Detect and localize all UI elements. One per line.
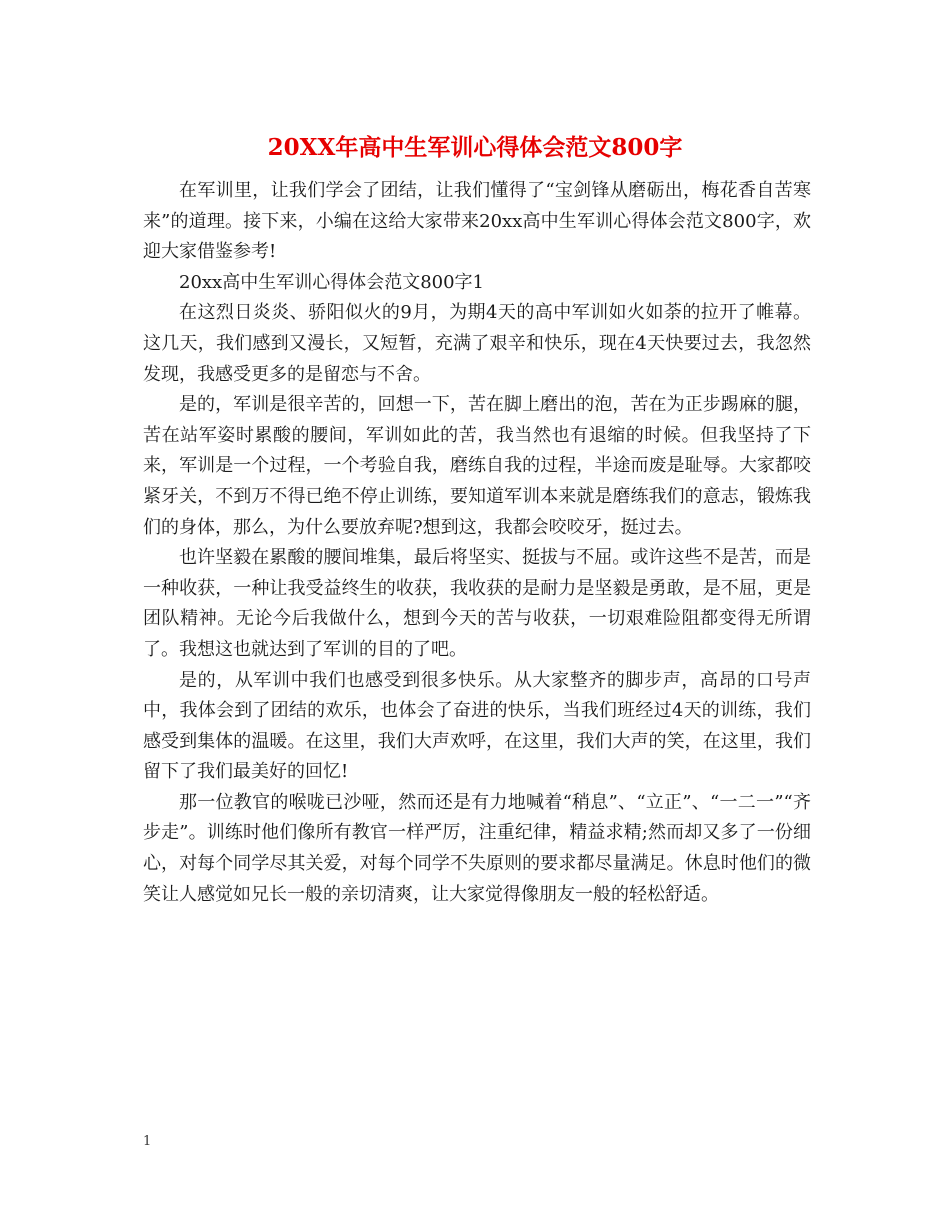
- document-title: 20XX年高中生军训心得体会范文800字: [267, 134, 683, 161]
- page-number: 1: [143, 1134, 152, 1149]
- paragraph-1: 在这烈日炎炎、骄阳似火的9月，为期4天的高中军训如火如荼的拉开了帷幕。这几天，我们感到又漫长，又短暂，充满了艰辛和快乐，现在4天快要过去，我忽然发现，我感受更多的是留恋与不舍。: [143, 302, 811, 385]
- paragraph-3: 也许坚毅在累酸的腰间堆集，最后将坚实、挺拔与不屈。或许这些不是苦，而是一种收获，一种让我受益终生的收获，我收获的是耐力是坚毅是勇敢，是不屈，更是团队精神。无论今后我做什么，想到今天的苦与收获，一切艰难险阻都变得无所谓了。我想这也就达到了军训的目的了吧。: [143, 547, 811, 660]
- paragraph-intro: 在军训里，让我们学会了团结，让我们懂得了“宝剑锋从磨砺出，梅花香自苦寒来”的道理。接下来，小编在这给大家带来20xx高中生军训心得体会范文800字，欢迎大家借鉴参考!: [143, 180, 811, 263]
- document-body: [143, 176, 811, 910]
- paragraph-5: 那一位教官的喉咙已沙哑，然而还是有力地喊着“稍息”、“立正”、“一二一”“齐步走”。训练时他们像所有教官一样严厉，注重纪律，精益求精;然而却又多了一份细心，对每个同学尽其关爱，对每个同学不失原则的要求都尽量满足。休息时他们的微笑让人感觉如兄长一般的亲切清爽，让大家觉得像朋友一般的轻松舒适。: [143, 791, 811, 905]
- paragraph-4: 是的，从军训中我们也感受到很多快乐。从大家整齐的脚步声，高昂的口号声中，我体会到了团结的欢乐，也体会了奋进的快乐，当我们班经过4天的训练，我们感受到集体的温暖。在这里，我们大声欢呼，在这里，我们大声的笑，在这里，我们留下了我们最美好的回忆!: [143, 669, 811, 783]
- paragraph-section-heading: 20xx高中生军训心得体会范文800字1: [179, 271, 485, 293]
- paragraph-2: 是的，军训是很辛苦的，回想一下，苦在脚上磨出的泡，苦在为正步踢麻的腿，苦在站军姿时累酸的腰间，军训如此的苦，我当然也有退缩的时候。但我坚持了下来，军训是一个过程，一个考验自我，磨练自我的过程，半途而废是耻辱。大家都咬紧牙关，不到万不得已绝不停止训练，要知道军训本来就是磨练我们的意志，锻炼我们的身体，那么，为什么要放弃呢?想到这，我都会咬咬牙，挺过去。: [143, 394, 811, 538]
